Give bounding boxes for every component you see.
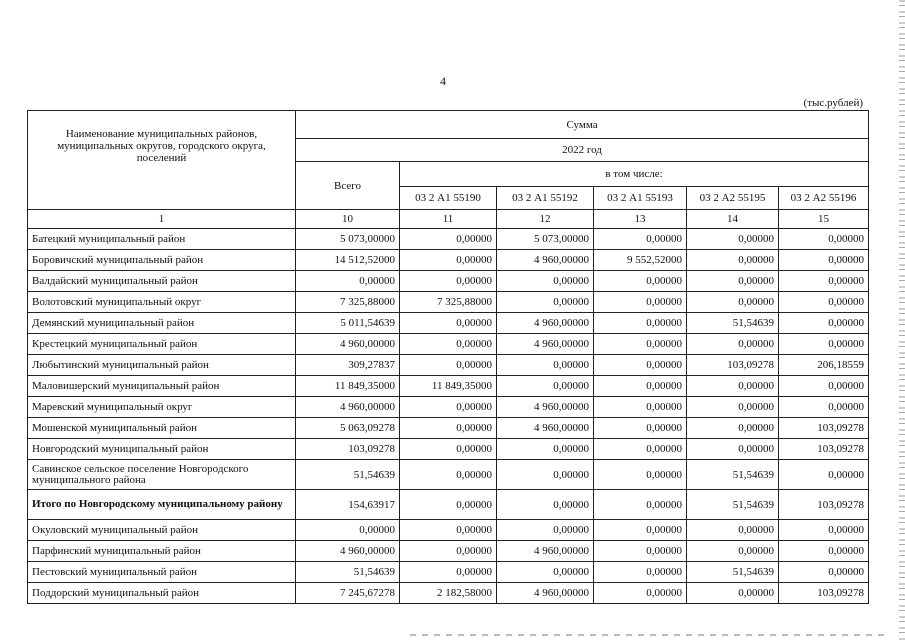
municipality-name: Батецкий муниципальный район xyxy=(28,229,296,250)
code-value: 0,00000 xyxy=(497,460,594,490)
code-value: 4 960,00000 xyxy=(497,418,594,439)
code-value: 0,00000 xyxy=(687,520,779,541)
code-value: 103,09278 xyxy=(779,439,869,460)
column-number: 14 xyxy=(687,210,779,229)
code-value: 0,00000 xyxy=(594,376,687,397)
municipality-name: Волотовский муниципальный округ xyxy=(28,292,296,313)
municipality-name: Итого по Новгородскому муниципальному району xyxy=(28,490,296,520)
code-value: 0,00000 xyxy=(497,376,594,397)
total-value: 154,63917 xyxy=(296,490,400,520)
code-value: 0,00000 xyxy=(779,334,869,355)
code-value: 103,09278 xyxy=(779,418,869,439)
code-value: 0,00000 xyxy=(687,583,779,604)
code-value: 0,00000 xyxy=(779,520,869,541)
code-value: 0,00000 xyxy=(400,355,497,376)
table-row xyxy=(28,271,869,292)
code-value: 0,00000 xyxy=(687,271,779,292)
column-number: 1 xyxy=(28,210,296,229)
municipality-name: Поддорский муниципальный район xyxy=(28,583,296,604)
scan-bottom-artifact xyxy=(410,634,890,636)
code-value: 0,00000 xyxy=(779,271,869,292)
table-row xyxy=(28,541,869,562)
column-number: 13 xyxy=(594,210,687,229)
municipality-name: Маревский муниципальный округ xyxy=(28,397,296,418)
header-code: 03 2 А1 55193 xyxy=(594,187,687,210)
municipality-name: Новгородский муниципальный район xyxy=(28,439,296,460)
code-value: 11 849,35000 xyxy=(400,376,497,397)
code-value: 0,00000 xyxy=(497,292,594,313)
units-label: (тыс.рублей) xyxy=(803,97,863,109)
code-value: 0,00000 xyxy=(687,229,779,250)
table-row xyxy=(28,229,869,250)
total-value: 0,00000 xyxy=(296,520,400,541)
code-value: 0,00000 xyxy=(497,355,594,376)
header-name-column: Наименование муниципальных районов, муниципальных округов, городского округа, поселений xyxy=(28,111,296,210)
total-value: 5 011,54639 xyxy=(296,313,400,334)
table-row xyxy=(28,418,869,439)
code-value: 0,00000 xyxy=(594,460,687,490)
code-value: 0,00000 xyxy=(594,439,687,460)
code-value: 0,00000 xyxy=(594,397,687,418)
municipality-name: Парфинский муниципальный район xyxy=(28,541,296,562)
table-row xyxy=(28,490,869,520)
code-value: 0,00000 xyxy=(594,583,687,604)
header-code: 03 2 А2 55195 xyxy=(687,187,779,210)
header-code: 03 2 А1 55192 xyxy=(497,187,594,210)
total-value: 7 245,67278 xyxy=(296,583,400,604)
table-row xyxy=(28,520,869,541)
code-value: 4 960,00000 xyxy=(497,313,594,334)
municipality-name: Маловишерский муниципальный район xyxy=(28,376,296,397)
code-value: 0,00000 xyxy=(400,271,497,292)
code-value: 51,54639 xyxy=(687,460,779,490)
code-value: 103,09278 xyxy=(779,583,869,604)
table-row xyxy=(28,583,869,604)
code-value: 0,00000 xyxy=(594,334,687,355)
code-value: 0,00000 xyxy=(594,355,687,376)
municipality-name: Любытинский муниципальный район xyxy=(28,355,296,376)
code-value: 0,00000 xyxy=(497,562,594,583)
code-value: 0,00000 xyxy=(400,313,497,334)
code-value: 0,00000 xyxy=(594,271,687,292)
code-value: 0,00000 xyxy=(400,541,497,562)
code-value: 0,00000 xyxy=(594,520,687,541)
code-value: 0,00000 xyxy=(594,229,687,250)
code-value: 51,54639 xyxy=(687,313,779,334)
total-value: 5 073,00000 xyxy=(296,229,400,250)
code-value: 0,00000 xyxy=(594,292,687,313)
code-value: 0,00000 xyxy=(687,418,779,439)
total-value: 51,54639 xyxy=(296,460,400,490)
total-value: 51,54639 xyxy=(296,562,400,583)
table-row xyxy=(28,334,869,355)
code-value: 0,00000 xyxy=(779,562,869,583)
header-total: Всего xyxy=(296,162,400,210)
code-value: 0,00000 xyxy=(687,334,779,355)
municipality-name: Крестецкий муниципальный район xyxy=(28,334,296,355)
code-value: 0,00000 xyxy=(779,541,869,562)
table-row xyxy=(28,439,869,460)
code-value: 0,00000 xyxy=(779,292,869,313)
column-number: 12 xyxy=(497,210,594,229)
code-value: 2 182,58000 xyxy=(400,583,497,604)
code-value: 0,00000 xyxy=(400,334,497,355)
code-value: 7 325,88000 xyxy=(400,292,497,313)
code-value: 0,00000 xyxy=(400,562,497,583)
code-value: 4 960,00000 xyxy=(497,334,594,355)
code-value: 5 073,00000 xyxy=(497,229,594,250)
table-row xyxy=(28,460,869,490)
header-including: в том числе: xyxy=(400,162,869,187)
total-value: 7 325,88000 xyxy=(296,292,400,313)
code-value: 0,00000 xyxy=(594,562,687,583)
code-value: 0,00000 xyxy=(400,418,497,439)
table-row xyxy=(28,376,869,397)
total-value: 5 063,09278 xyxy=(296,418,400,439)
code-value: 4 960,00000 xyxy=(497,397,594,418)
table-row xyxy=(28,313,869,334)
column-number-row xyxy=(28,210,869,229)
total-value: 4 960,00000 xyxy=(296,541,400,562)
code-value: 206,18559 xyxy=(779,355,869,376)
table-row xyxy=(28,292,869,313)
total-value: 4 960,00000 xyxy=(296,334,400,355)
code-value: 51,54639 xyxy=(687,562,779,583)
code-value: 0,00000 xyxy=(400,250,497,271)
code-value: 9 552,52000 xyxy=(594,250,687,271)
code-value: 0,00000 xyxy=(594,490,687,520)
code-value: 0,00000 xyxy=(779,460,869,490)
scan-edge-artifact xyxy=(899,0,905,640)
column-number: 11 xyxy=(400,210,497,229)
code-value: 4 960,00000 xyxy=(497,250,594,271)
code-value: 0,00000 xyxy=(779,229,869,250)
code-value: 0,00000 xyxy=(497,271,594,292)
column-number: 10 xyxy=(296,210,400,229)
code-value: 0,00000 xyxy=(400,439,497,460)
code-value: 103,09278 xyxy=(687,355,779,376)
code-value: 0,00000 xyxy=(400,229,497,250)
code-value: 0,00000 xyxy=(594,418,687,439)
header-year: 2022 год xyxy=(296,139,869,162)
header-sum: Сумма xyxy=(296,111,869,139)
code-value: 0,00000 xyxy=(687,292,779,313)
code-value: 0,00000 xyxy=(687,541,779,562)
total-value: 14 512,52000 xyxy=(296,250,400,271)
column-number: 15 xyxy=(779,210,869,229)
code-value: 0,00000 xyxy=(779,313,869,334)
header-code: 03 2 А1 55190 xyxy=(400,187,497,210)
municipality-name: Боровичский муниципальный район xyxy=(28,250,296,271)
code-value: 0,00000 xyxy=(779,250,869,271)
code-value: 0,00000 xyxy=(687,376,779,397)
code-value: 0,00000 xyxy=(497,439,594,460)
table-row xyxy=(28,397,869,418)
table-row xyxy=(28,355,869,376)
code-value: 0,00000 xyxy=(687,439,779,460)
code-value: 0,00000 xyxy=(400,397,497,418)
code-value: 0,00000 xyxy=(687,397,779,418)
code-value: 0,00000 xyxy=(779,397,869,418)
code-value: 0,00000 xyxy=(400,520,497,541)
code-value: 0,00000 xyxy=(400,460,497,490)
code-value: 51,54639 xyxy=(687,490,779,520)
municipality-name: Мошенской муниципальный район xyxy=(28,418,296,439)
code-value: 103,09278 xyxy=(779,490,869,520)
code-value: 0,00000 xyxy=(497,520,594,541)
code-value: 0,00000 xyxy=(594,313,687,334)
budget-table xyxy=(27,110,869,604)
municipality-name: Пестовский муниципальный район xyxy=(28,562,296,583)
municipality-name: Демянский муниципальный район xyxy=(28,313,296,334)
header-code: 03 2 А2 55196 xyxy=(779,187,869,210)
code-value: 0,00000 xyxy=(594,541,687,562)
table-row xyxy=(28,562,869,583)
total-value: 309,27837 xyxy=(296,355,400,376)
page-number: 4 xyxy=(440,74,446,88)
total-value: 103,09278 xyxy=(296,439,400,460)
municipality-name: Савинское сельское поселение Новгородского муниципального района xyxy=(28,460,296,490)
municipality-name: Валдайский муниципальный район xyxy=(28,271,296,292)
code-value: 4 960,00000 xyxy=(497,541,594,562)
total-value: 4 960,00000 xyxy=(296,397,400,418)
total-value: 0,00000 xyxy=(296,271,400,292)
total-value: 11 849,35000 xyxy=(296,376,400,397)
code-value: 0,00000 xyxy=(779,376,869,397)
table-row xyxy=(28,250,869,271)
code-value: 0,00000 xyxy=(497,490,594,520)
code-value: 4 960,00000 xyxy=(497,583,594,604)
code-value: 0,00000 xyxy=(400,490,497,520)
code-value: 0,00000 xyxy=(687,250,779,271)
municipality-name: Окуловский муниципальный район xyxy=(28,520,296,541)
